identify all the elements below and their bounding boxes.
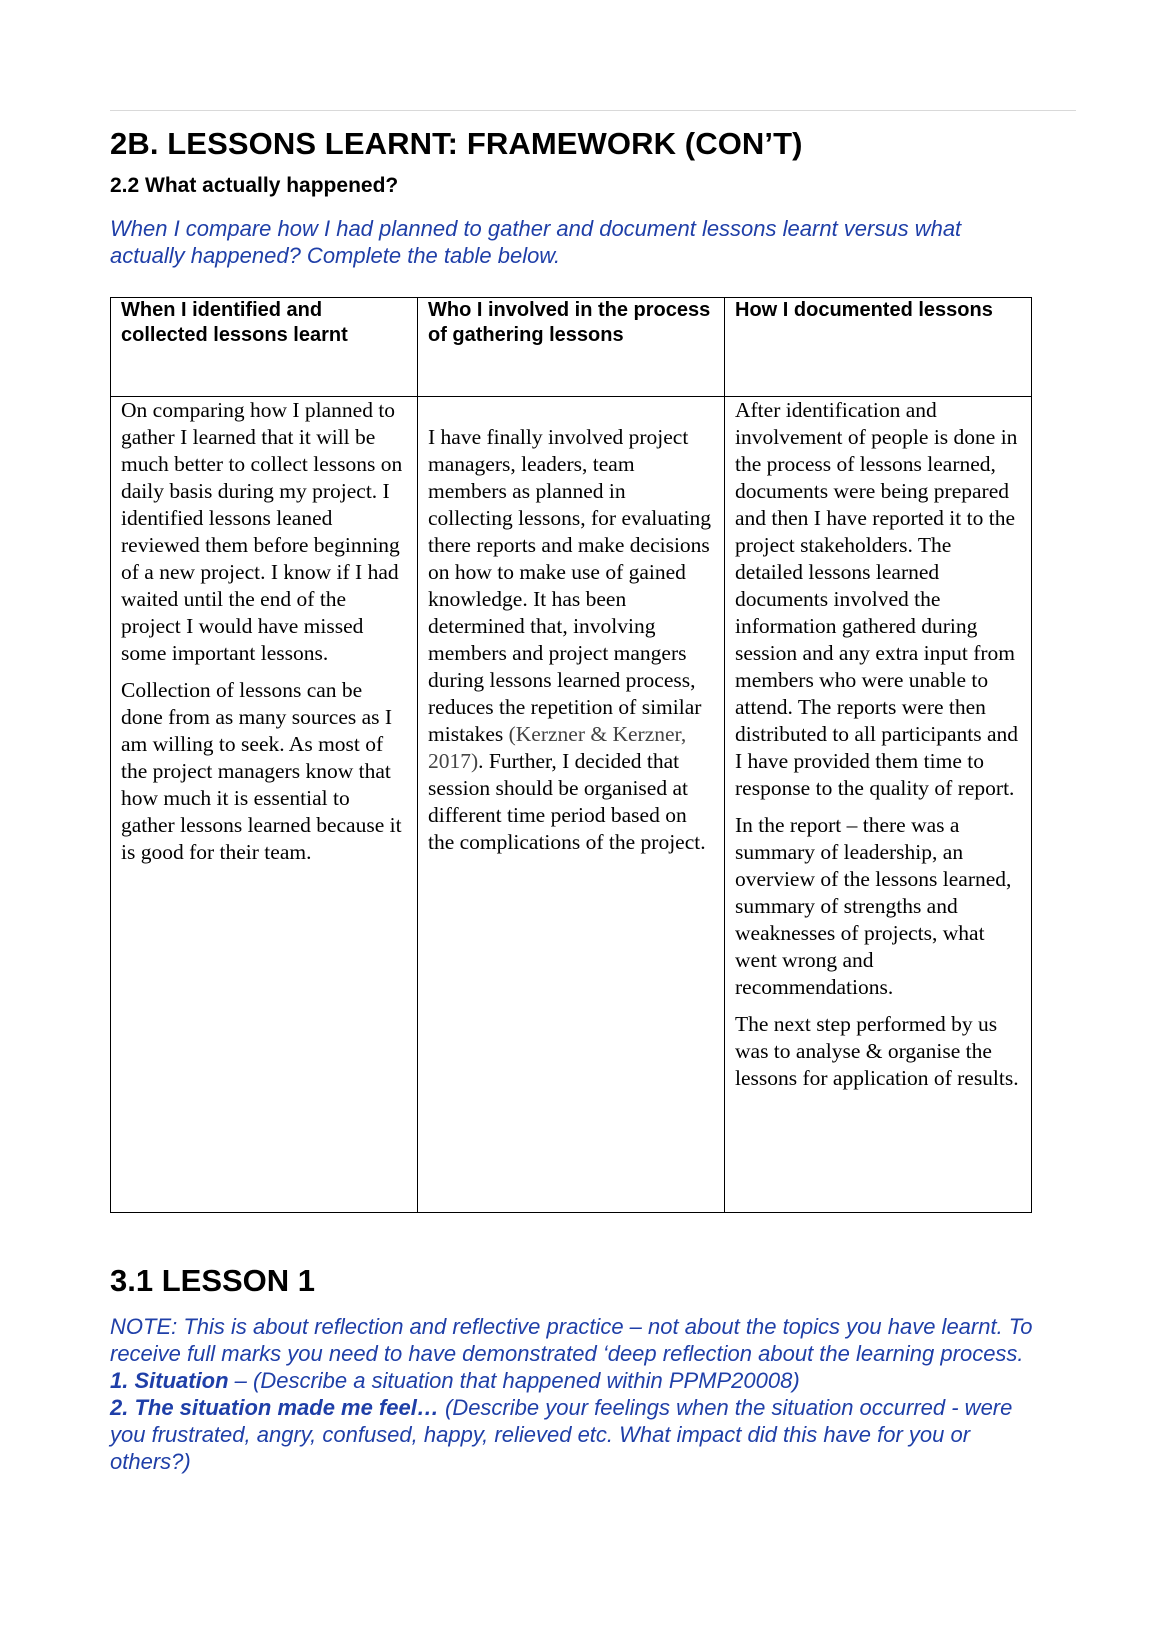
cell-when-identified [111,397,418,1213]
cell-who-involved [418,397,725,1213]
header-how-documented: How I documented lessons [725,298,1032,397]
cell-paragraph: The next step performed by us was to analyse & organise the lessons for application of results. [735,1012,1019,1090]
table-header-row [111,298,1032,397]
cell-paragraph: On comparing how I planned to gather I learned that it will be much better to collect lessons on daily basis during my project. I identified lessons leaned reviewed them before beginning of a new project. I know if I had waited until the end of the project I would have missed some important lessons. [121,398,403,665]
page-top-rule [110,110,1076,111]
instruction-text: When I compare how I had planned to gather and document lessons learnt versus what actually happened? Complete the table below. [110,216,962,268]
table-row [111,397,1032,1213]
lesson-heading: 3.1 LESSON 1 [110,1263,316,1298]
cell-text: I have finally involved project managers, leaders, team members as planned in collecting lessons, for evaluating there reports and make decisions on how to make use of gained knowledge. It has been determined that, involving members and project mangers during lessons learned process, reduces the repetition of similar mistakes [428,425,712,746]
header-when-identified: When I identified and collected lessons learnt [111,298,418,397]
item-feelings-text: (Describe your feelings when the situation occurred - were you frustrated, angry, confused, happy, relieved etc. What impact did this have for you or others?) [110,1395,1013,1474]
lesson-note [110,1313,1040,1475]
header-who-involved: Who I involved in the process of gathering lessons [418,298,725,397]
cell-paragraph: After identification and involvement of people is done in the process of lessons learned, documents were being prepared and then I have reported it to the project stakeholders. The detailed lessons learned documents involved the information gathered during session and any extra input from members who were unable to attend. The reports were then distributed to all participants and I have provided them time to response to the quality of report. [735,398,1019,800]
cell-paragraph [428,424,714,856]
cell-text: . Further, I decided that session should be organised at different time period based on the complications of the project. [428,749,706,854]
note-text: NOTE: This is about reflection and reflective practice – not about the topics you have learnt. To receive full marks you need to have demonstrated ‘deep reflection about the learning process. [110,1314,1033,1366]
cell-paragraph: Collection of lessons can be done from as many sources as I am willing to seek. As most of the project managers know that how much it is essential to gather lessons learned because it is good for their team. [121,678,402,864]
item-feelings-label: 2. The situation made me feel… [110,1395,439,1420]
section-heading: 2B. LESSONS LEARNT: FRAMEWORK (CON’T) [110,126,803,161]
cell-paragraph: In the report – there was a summary of leadership, an overview of the lessons learned, summary of strengths and weaknesses of projects, what went wrong and recommendations. [735,813,1012,999]
section-subheading: 2.2 What actually happened? [110,174,399,197]
cell-how-documented [725,397,1032,1213]
item-situation-label: 1. Situation [110,1368,229,1393]
item-situation-text: – (Describe a situation that happened within PPMP20008) [228,1368,800,1393]
citation: (Kerzner & Kerzner, 2017) [428,722,687,773]
lessons-table [110,297,1032,1213]
document-content [110,126,1040,1475]
